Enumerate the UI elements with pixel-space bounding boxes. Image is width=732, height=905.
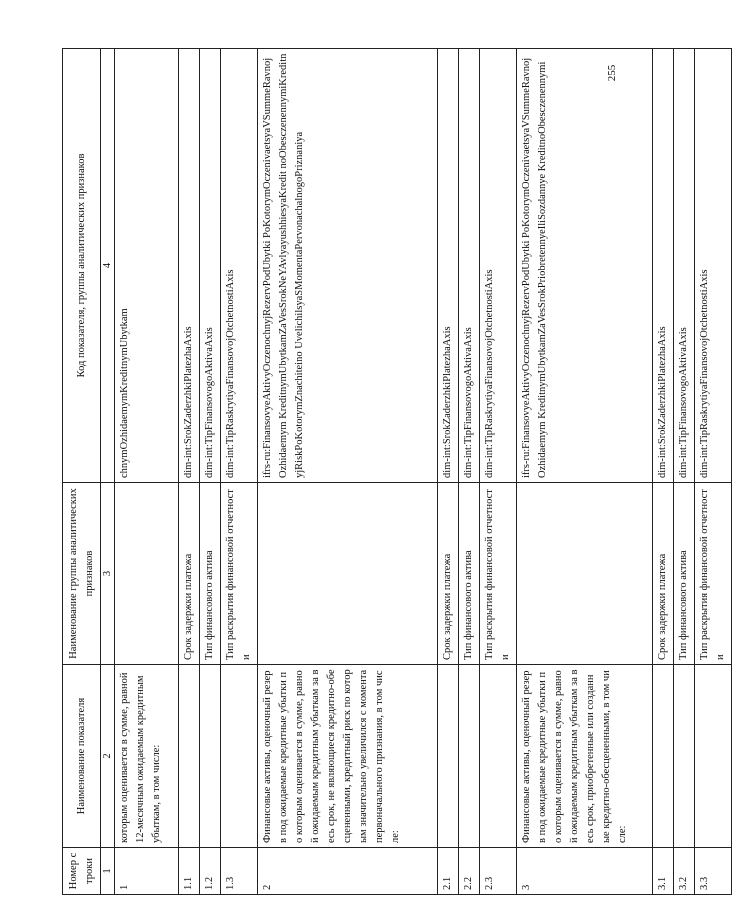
header-code: Код показателя, группы аналитических признаков — [63, 49, 101, 483]
indicator-name — [653, 665, 674, 848]
group-name: Тип раскрытия финансовой отчетности — [695, 483, 732, 665]
indicator-code: dim-int:TipRaskrytiyaFinansovojOtchetnostiAxis — [221, 49, 258, 483]
indicator-name — [200, 665, 221, 848]
group-name: Тип раскрытия финансовой отчетности — [480, 483, 517, 665]
indicator-table — [62, 48, 732, 895]
table-row — [517, 49, 653, 895]
indicator-code: chnymOzhidaemymKreditnymUbytkam — [115, 49, 179, 483]
row-number: 3.1 — [653, 848, 674, 895]
indicator-code: ifrs-ru:FinansovyeAktivyOczenochnyjRezervPodUbytki PoKotorymOczenivaetsyaVSummeRavnojOzhidaemym KreditnymUbytkamZaVesSrokNeYAvlyayushhiesyaKredit noObesczenennymiKreditnyjRiskPoKotorymZnachiteino UvelichilsyaSMomentaPervonachalnogoPriznaniya — [258, 49, 438, 483]
indicator-name — [459, 665, 480, 848]
row-number: 3.2 — [674, 848, 695, 895]
table-row — [258, 49, 438, 895]
indicator-code: dim-int:TipFinansovogoAktivaAxis — [674, 49, 695, 483]
group-name: Тип финансового актива — [674, 483, 695, 665]
group-name: Тип финансового актива — [459, 483, 480, 665]
indicator-code: dim-int:TipFinansovogoAktivaAxis — [200, 49, 221, 483]
page-number: 255 — [606, 64, 618, 82]
group-name — [517, 483, 653, 665]
indicator-name — [480, 665, 517, 848]
column-number: 1 — [101, 848, 115, 895]
column-number: 3 — [101, 483, 115, 665]
table-row — [480, 49, 517, 895]
row-number: 3 — [517, 848, 653, 895]
indicator-name — [674, 665, 695, 848]
table-row — [438, 49, 459, 895]
group-name: Тип финансового актива — [200, 483, 221, 665]
table-row — [695, 49, 732, 895]
indicator-name — [695, 665, 732, 848]
group-name: Срок задержки платежа — [653, 483, 674, 665]
group-name: Срок задержки платежа — [179, 483, 200, 665]
indicator-name: Финансовые активы, оценочный резерв под ожидаемые кредитные убытки по которым оценивается в сумме, равной ожидаемым кредитным убыткам за весь срок, не являющиеся кредитно-обесцененными, кредитный риск по которым значительно увеличился с момента первоначального признания, в том числе: — [258, 665, 438, 848]
row-number: 1.3 — [221, 848, 258, 895]
row-number: 2 — [258, 848, 438, 895]
header-group-name: Наименование группы аналитических признаков — [63, 483, 101, 665]
row-number: 2.1 — [438, 848, 459, 895]
column-number: 2 — [101, 665, 115, 848]
table-row — [674, 49, 695, 895]
indicator-code: dim-int:TipRaskrytiyaFinansovojOtchetnostiAxis — [695, 49, 732, 483]
indicator-name — [438, 665, 459, 848]
row-number: 1 — [115, 848, 179, 895]
row-number: 2.3 — [480, 848, 517, 895]
row-number: 1.2 — [200, 848, 221, 895]
row-number: 1.1 — [179, 848, 200, 895]
table-header-row — [63, 49, 101, 895]
indicator-code: dim-int:TipFinansovogoAktivaAxis — [459, 49, 480, 483]
group-name — [258, 483, 438, 665]
column-number: 4 — [101, 49, 115, 483]
header-row-number: Номер строки — [63, 848, 101, 895]
indicator-name: Финансовые активы, оценочный резерв под ожидаемые кредитные убытки по которым оценивается в сумме, равной ожидаемым кредитным убыткам за весь срок, приобретенные или созданные кредитно-обесцененными, в том числе: — [517, 665, 653, 848]
row-number: 2.2 — [459, 848, 480, 895]
table-row — [200, 49, 221, 895]
table-row — [459, 49, 480, 895]
indicator-code: dim-int:SrokZaderzhkiPlatezhaAxis — [179, 49, 200, 483]
header-indicator-name: Наименование показателя — [63, 665, 101, 848]
group-name: Срок задержки платежа — [438, 483, 459, 665]
indicator-name — [179, 665, 200, 848]
indicator-code: dim-int:SrokZaderzhkiPlatezhaAxis — [438, 49, 459, 483]
column-numbers-row — [101, 49, 115, 895]
table-row — [115, 49, 179, 895]
table-row — [221, 49, 258, 895]
indicator-code: dim-int:SrokZaderzhkiPlatezhaAxis — [653, 49, 674, 483]
table-row — [653, 49, 674, 895]
indicator-name — [221, 665, 258, 848]
indicator-name: которым оценивается в сумме, равной 12-месячным ожидаемым кредитным убыткам, в том числе: — [115, 665, 179, 848]
table-row — [179, 49, 200, 895]
indicator-code: dim-int:TipRaskrytiyaFinansovojOtchetnostiAxis — [480, 49, 517, 483]
row-number: 3.3 — [695, 848, 732, 895]
group-name — [115, 483, 179, 665]
group-name: Тип раскрытия финансовой отчетности — [221, 483, 258, 665]
indicator-code: ifrs-ru:FinansovyeAktivyOczenochnyjRezervPodUbytki PoKotorymOczenivaetsyaVSummeRavnojOzhidaemym KreditnymUbytkamZaVesSrokPriobretennyeIliSozdannye KreditnoObesczenennymi — [517, 49, 653, 483]
